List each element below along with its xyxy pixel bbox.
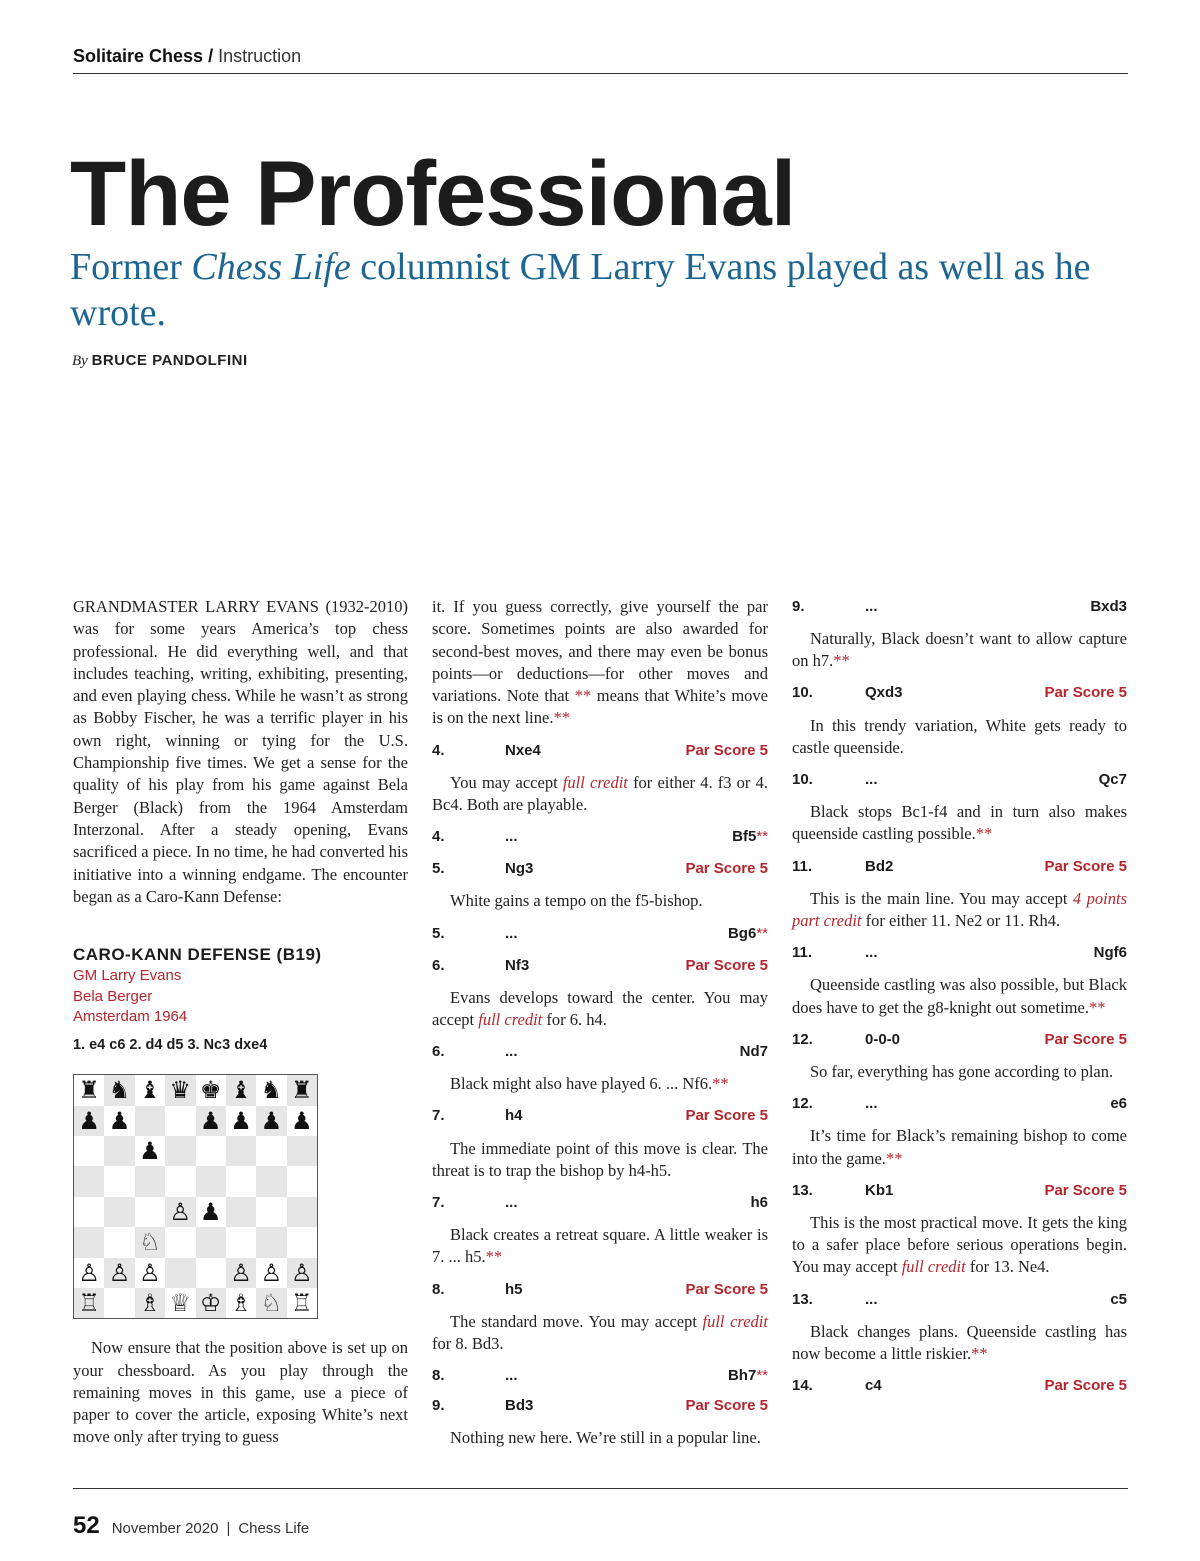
chess-piece-square: ♟ <box>226 1106 256 1136</box>
star-marker: ** <box>756 924 768 942</box>
star-marker: ** <box>485 1247 503 1267</box>
board-square <box>226 1166 256 1196</box>
move-text: Kb1 <box>865 1181 894 1199</box>
move-number: 11. <box>792 857 813 875</box>
move-row <box>792 1289 1127 1311</box>
move-note <box>792 964 1127 1029</box>
move-dots: ... <box>865 1095 878 1113</box>
board-square <box>74 1227 104 1257</box>
move-text: Ng3 <box>505 860 534 878</box>
game-black-player: Bela Berger <box>73 987 153 1005</box>
text: for 13. Ne4. <box>965 1257 1050 1277</box>
board-square <box>287 1166 317 1196</box>
move-dots: ... <box>865 771 878 789</box>
section-name: Solitaire Chess <box>73 46 204 66</box>
move-number: 6. <box>432 1043 445 1061</box>
move-text: Nd7 <box>739 1043 768 1061</box>
game-opening-moves: 1. e4 c6 2. d4 d5 3. Nc3 dxe4 <box>73 1036 268 1053</box>
chess-piece-square: ♙ <box>256 1258 286 1288</box>
board-square <box>165 1136 195 1166</box>
chess-piece-square: ♙ <box>226 1258 256 1288</box>
move-note <box>792 1115 1127 1180</box>
board-square <box>256 1197 286 1227</box>
text: for 6. h4. <box>542 1009 607 1029</box>
par-score: Par Score 5 <box>685 956 768 974</box>
par-score: Par Score 5 <box>1044 1377 1127 1395</box>
move-text: Ngf6 <box>1093 944 1127 962</box>
move-number: 7. <box>432 1194 445 1212</box>
move-text: Bxd3 <box>1090 597 1127 615</box>
move-text: Nxe4 <box>505 741 541 759</box>
move-text: Bg6 <box>727 924 757 942</box>
board-square <box>74 1136 104 1166</box>
board-square <box>104 1288 134 1318</box>
chess-piece-square: ♖ <box>287 1288 317 1318</box>
move-dots: ... <box>865 1290 878 1308</box>
move-row <box>792 683 1127 705</box>
move-note <box>792 1311 1127 1376</box>
move-note <box>432 762 768 827</box>
text: The standard move. You may accept <box>450 1311 703 1331</box>
move-row <box>432 1395 768 1417</box>
board-square <box>226 1227 256 1257</box>
text: It’s time for Black’s remaining bishop to come into the game. <box>792 1126 1127 1168</box>
move-text: 0-0-0 <box>865 1030 901 1048</box>
subtitle-text: Former <box>70 246 192 288</box>
board-square <box>104 1227 134 1257</box>
move-dots: ... <box>505 1194 518 1212</box>
move-number: 14. <box>792 1377 813 1395</box>
board-square <box>135 1106 165 1136</box>
move-note <box>432 1301 768 1366</box>
text: for 8. Bd3. <box>432 1334 504 1354</box>
chess-piece-square: ♕ <box>165 1288 195 1318</box>
move-row <box>432 1041 768 1063</box>
star-marker: ** <box>885 1148 903 1168</box>
game-event: Amsterdam 1964 <box>73 1008 188 1026</box>
intro-paragraph: GRANDMASTER LARRY EVANS (1932-2010) was for some years America’s top chess professional. He did everything well, and that includes teaching, writing, exhibiting, presenting, and even playing chess. While he wasn’t as strong as Bobby Fischer, he was a terrific player in his own right, winning or tying for the U.S. Championship five times. We get a sense for the quality of his play from his game against Bela Berger (Black) from the 1964 Amsterdam Interzonal. After a steady opening, Evans sacrificed a piece. In no time, he had converted his initiative into a winning endgame. The encounter began as a Caro-Kann Defense: <box>73 597 408 906</box>
move-number: 4. <box>432 741 445 759</box>
move-note: Nothing new here. We’re still in a popular line. <box>450 1428 761 1448</box>
move-dots: ... <box>865 597 878 615</box>
text: Naturally, Black doesn’t want to allow capture on h7. <box>792 629 1127 671</box>
star-marker: ** <box>574 686 592 706</box>
move-number: 6. <box>432 956 445 974</box>
move-note <box>792 618 1127 683</box>
move-number: 7. <box>432 1107 445 1125</box>
move-number: 13. <box>792 1290 813 1308</box>
move-text: e6 <box>1110 1095 1127 1113</box>
chess-piece-square: ♞ <box>104 1075 134 1105</box>
move-row <box>792 596 1127 618</box>
chess-piece-square: ♙ <box>104 1258 134 1288</box>
text: means that White’s move is on the next line. <box>432 686 768 728</box>
move-number: 8. <box>432 1280 445 1298</box>
star-marker: ** <box>975 824 993 844</box>
move-number: 5. <box>432 924 445 942</box>
text: This is the most practical move. It gets the king to a safer place before serious operations begin. You may accept <box>792 1212 1127 1277</box>
par-score: Par Score 5 <box>685 1107 768 1125</box>
move-number: 10. <box>792 684 813 702</box>
chess-piece-square: ♟ <box>287 1106 317 1136</box>
move-row <box>792 1375 1127 1397</box>
move-row <box>432 826 768 848</box>
text: it. If you guess correctly, give yourself the par score. Sometimes points are also awarded for second-best moves, and there may even be bonus points—or deductions—for other moves and variations. Note that <box>432 597 768 706</box>
text: for either 4. f3 or 4. Bc4. Both are playable. <box>432 772 768 815</box>
move-text: h5 <box>505 1280 523 1298</box>
par-score: Par Score 5 <box>1044 1181 1127 1199</box>
chess-piece-square: ♜ <box>287 1075 317 1105</box>
board-square <box>165 1227 195 1257</box>
chess-piece-square: ♘ <box>135 1227 165 1257</box>
par-score: Par Score 5 <box>685 1280 768 1298</box>
move-note: In this trendy variation, White gets ready to castle queenside. <box>792 715 1127 757</box>
instructions-continued <box>432 596 768 730</box>
chess-piece-square: ♟ <box>196 1106 226 1136</box>
move-text: Qxd3 <box>865 684 903 702</box>
chess-piece-square: ♙ <box>135 1258 165 1288</box>
board-square <box>196 1258 226 1288</box>
move-note <box>432 1214 768 1279</box>
move-number: 9. <box>432 1397 445 1415</box>
magazine-name: Chess Life <box>238 1520 310 1537</box>
move-row <box>792 856 1127 878</box>
star-marker: ** <box>971 1344 988 1364</box>
move-number: 13. <box>792 1181 813 1199</box>
move-dots: ... <box>505 924 518 942</box>
move-row <box>792 1029 1127 1051</box>
board-square <box>256 1166 286 1196</box>
column-3 <box>792 596 1127 1397</box>
board-square <box>226 1197 256 1227</box>
chess-piece-square: ♟ <box>256 1106 286 1136</box>
byline <box>72 352 248 370</box>
board-square <box>226 1136 256 1166</box>
chess-piece-square: ♖ <box>74 1288 104 1318</box>
move-number: 12. <box>792 1095 813 1113</box>
board-square <box>196 1227 226 1257</box>
board-square <box>165 1258 195 1288</box>
byline-prefix: By <box>72 353 92 369</box>
star-marker: ** <box>833 651 850 671</box>
chess-piece-square: ♜ <box>74 1075 104 1105</box>
move-number: 5. <box>432 860 445 878</box>
move-row <box>792 769 1127 791</box>
credit-text: full credit <box>901 1257 966 1277</box>
move-row <box>432 858 768 880</box>
instructions-paragraph: Now ensure that the position above is set up on your chessboard. As you play through the remaining moves in this game, use a piece of paper to cover the article, exposing White’s next move only after trying to guess <box>73 1338 408 1447</box>
move-row <box>432 740 768 762</box>
move-text: h4 <box>505 1107 523 1125</box>
footer-rule <box>73 1488 1128 1489</box>
subtitle-text: columnist GM Larry Evans played as well as he wrote. <box>70 246 1091 334</box>
move-dots: ... <box>865 944 878 962</box>
text: Black might also have played 6. ... Nf6. <box>450 1074 713 1094</box>
credit-text: full credit <box>478 1009 543 1029</box>
move-text: Bd3 <box>505 1397 534 1415</box>
board-square <box>196 1166 226 1196</box>
par-score: Par Score 5 <box>685 741 768 759</box>
par-score: Par Score 5 <box>1044 857 1127 875</box>
move-text: Nf3 <box>505 956 530 974</box>
move-row <box>432 1279 768 1301</box>
text: Black stops Bc1-f4 and in turn also makes queenside castling possible. <box>792 802 1127 844</box>
star-marker: ** <box>756 828 768 846</box>
move-row <box>792 942 1127 964</box>
move-note: So far, everything has gone according to plan. <box>810 1061 1114 1081</box>
game-heading: CARO-KANN DEFENSE (B19) <box>73 945 322 965</box>
board-square <box>74 1166 104 1196</box>
chess-piece-square: ♛ <box>165 1075 195 1105</box>
chess-piece-square: ♟ <box>135 1136 165 1166</box>
chess-piece-square: ♙ <box>287 1258 317 1288</box>
board-square <box>256 1227 286 1257</box>
credit-text: 4 points part credit <box>792 888 1127 931</box>
page-footer <box>73 1512 309 1540</box>
game-white-player: GM Larry Evans <box>73 967 182 985</box>
star-marker: ** <box>1088 997 1106 1017</box>
board-square <box>287 1197 317 1227</box>
par-score: Par Score 5 <box>1044 1030 1127 1048</box>
board-square <box>287 1227 317 1257</box>
move-note <box>792 878 1127 943</box>
text: Evans develops toward the center. You may accept <box>432 987 768 1029</box>
board-square <box>196 1136 226 1166</box>
text: Queenside castling was also possible, but Black does have to get the g8-knight out sometime. <box>792 975 1127 1017</box>
move-row <box>432 923 768 945</box>
subtitle-magazine: Chess Life <box>191 246 351 288</box>
chess-piece-square: ♘ <box>256 1288 286 1318</box>
article-title: The Professional <box>70 143 796 245</box>
chess-piece-square: ♚ <box>196 1075 226 1105</box>
chess-piece-square: ♙ <box>74 1258 104 1288</box>
move-text: h6 <box>750 1194 768 1212</box>
star-marker: ** <box>756 1367 768 1385</box>
text: Black changes plans. Queenside castling has now become a little riskier. <box>792 1321 1127 1364</box>
board-square <box>135 1197 165 1227</box>
chess-piece-square: ♟ <box>74 1106 104 1136</box>
move-row <box>792 1093 1127 1115</box>
move-row <box>432 1365 768 1387</box>
move-note <box>432 977 768 1042</box>
chess-piece-square: ♙ <box>165 1197 195 1227</box>
move-dots: ... <box>505 828 518 846</box>
chess-piece-square: ♟ <box>104 1106 134 1136</box>
byline-author: BRUCE PANDOLFINI <box>91 352 248 369</box>
move-dots: ... <box>505 1367 518 1385</box>
move-text: Bh7 <box>727 1367 757 1385</box>
chess-piece-square: ♔ <box>196 1288 226 1318</box>
star-marker: ** <box>553 708 570 728</box>
move-text: Bf5 <box>732 828 757 846</box>
credit-text: full credit <box>562 772 628 792</box>
text: for either 11. Ne2 or 11. Rh4. <box>861 911 1061 931</box>
footer-separator: | <box>226 1520 231 1537</box>
move-row <box>432 1192 768 1214</box>
board-square <box>104 1197 134 1227</box>
move-number: 12. <box>792 1030 813 1048</box>
move-note <box>432 1063 768 1105</box>
move-number: 10. <box>792 771 813 789</box>
text: You may accept <box>450 772 563 792</box>
chess-piece-square: ♗ <box>226 1288 256 1318</box>
chess-piece-square: ♗ <box>135 1288 165 1318</box>
chess-piece-square: ♝ <box>226 1075 256 1105</box>
column-2 <box>432 596 768 1460</box>
page-number: 52 <box>73 1512 100 1539</box>
section-separator: / <box>203 46 219 66</box>
move-number: 4. <box>432 828 445 846</box>
chess-piece-square: ♟ <box>196 1197 226 1227</box>
board-square <box>74 1197 104 1227</box>
board-square <box>104 1136 134 1166</box>
par-score: Par Score 5 <box>685 860 768 878</box>
chess-piece-square: ♞ <box>256 1075 286 1105</box>
move-number: 8. <box>432 1367 445 1385</box>
move-text: c4 <box>865 1377 882 1395</box>
section-header <box>73 46 1128 74</box>
text: Black creates a retreat square. A little weaker is 7. ... h5. <box>432 1225 768 1267</box>
board-square <box>135 1166 165 1196</box>
move-note: The immediate point of this move is clear. The threat is to trap the bishop by h4-h5. <box>432 1138 768 1180</box>
credit-text: full credit <box>702 1311 768 1331</box>
board-square <box>256 1136 286 1166</box>
chess-piece-square: ♝ <box>135 1075 165 1105</box>
move-number: 11. <box>792 944 813 962</box>
board-square <box>165 1166 195 1196</box>
board-square <box>287 1136 317 1166</box>
move-row <box>432 1106 768 1128</box>
board-square <box>104 1166 134 1196</box>
move-row <box>432 955 768 977</box>
section-category: Instruction <box>218 46 302 66</box>
move-note <box>792 791 1127 856</box>
issue-date: November 2020 <box>111 1520 219 1537</box>
move-text: Bd2 <box>865 857 894 875</box>
move-text: Qc7 <box>1098 771 1127 789</box>
move-note: White gains a tempo on the f5-bishop. <box>450 891 703 911</box>
move-row <box>792 1180 1127 1202</box>
par-score: Par Score 5 <box>1044 684 1127 702</box>
move-text: c5 <box>1110 1290 1127 1308</box>
star-marker: ** <box>712 1074 729 1094</box>
move-dots: ... <box>505 1043 518 1061</box>
text: This is the main line. You may accept <box>810 888 1073 908</box>
chess-board <box>73 1074 318 1319</box>
column-1 <box>73 596 408 1449</box>
move-number: 9. <box>792 597 805 615</box>
move-note <box>792 1202 1127 1289</box>
board-square <box>165 1106 195 1136</box>
article-subtitle <box>70 244 1130 336</box>
par-score: Par Score 5 <box>685 1397 768 1415</box>
